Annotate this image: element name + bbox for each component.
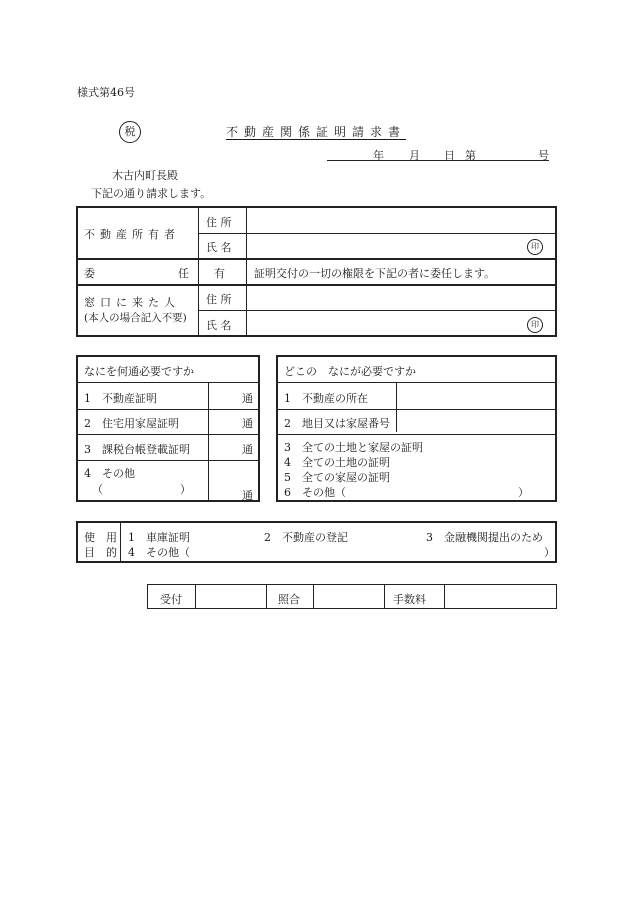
location-option[interactable]: 5 全ての家屋の証明 [284, 471, 390, 484]
purpose-label: 使 用 [84, 531, 117, 544]
delegate-yes-option[interactable]: 有 [214, 267, 225, 280]
seal-icon: 印 [527, 317, 543, 333]
page-title: 不動産関係証明請求書 [226, 125, 407, 139]
quantity-table [76, 355, 260, 502]
delegate-label-1: 委 [84, 267, 95, 280]
delegate-text: 証明交付の一切の権限を下記の者に委任します。 [254, 267, 496, 280]
purpose-close-paren: ） [544, 546, 555, 559]
quantity-header: なにを何通必要ですか [84, 365, 194, 378]
location-header: どこの なにが必要ですか [284, 365, 416, 378]
visitor-name-label: 氏 名 [206, 319, 232, 332]
fee-label: 手数料 [393, 593, 426, 606]
location-item: 2 地目又は家屋番号 [284, 417, 390, 430]
owner-table [76, 206, 557, 337]
visitor-note: (本人の場合記入不要) [84, 312, 187, 324]
office-use-table [147, 584, 557, 609]
received-label: 受付 [160, 593, 182, 606]
location-option[interactable]: 6 その他（ [284, 486, 346, 499]
item-unit[interactable]: 通 [242, 443, 253, 456]
request-text: 下記の通り請求します。 [91, 187, 212, 200]
location-option[interactable]: 4 全ての土地の証明 [284, 456, 390, 469]
visitor-name-input[interactable] [250, 313, 520, 335]
number-prefix-label: 第 [465, 149, 476, 162]
visitor-address-label: 住 所 [206, 293, 232, 306]
item-label: 4 その他 [84, 467, 135, 480]
item-label: 3 課税台帳登載証明 [84, 443, 190, 456]
seal-icon: 印 [527, 239, 543, 255]
visitor-label: 窓口に来た人 [84, 296, 180, 309]
checked-label: 照合 [278, 593, 300, 606]
location-table [276, 355, 557, 502]
purpose-table [76, 521, 557, 563]
purpose-label: 目 的 [84, 546, 117, 559]
owner-name-input[interactable] [250, 235, 520, 257]
other-close-paren: ） [518, 486, 529, 499]
item-unit[interactable]: 通 [242, 489, 253, 502]
month-label: 月 [409, 149, 420, 162]
item-other-input[interactable]: （ ） [92, 483, 191, 496]
owner-label: 不動産所有者 [84, 228, 180, 241]
item-unit[interactable]: 通 [242, 392, 253, 405]
purpose-option[interactable]: 4 その他（ [128, 546, 190, 559]
item-label: 2 住宅用家屋証明 [84, 417, 179, 430]
owner-address-label: 住 所 [206, 216, 232, 229]
purpose-option[interactable]: 3 金融機関提出のため [426, 531, 543, 544]
addressee: 木古内町長殿 [112, 169, 178, 182]
lot-number-input[interactable] [402, 411, 552, 433]
item-unit[interactable]: 通 [242, 417, 253, 430]
tax-mark-icon: 税 [119, 121, 141, 143]
visitor-address-input[interactable] [250, 287, 550, 309]
delegate-label-2: 任 [178, 267, 189, 280]
location-item: 1 不動産の所在 [284, 392, 368, 405]
location-input[interactable] [402, 385, 552, 407]
number-suffix-label: 号 [538, 149, 549, 162]
owner-name-label: 氏 名 [206, 241, 232, 254]
item-label: 1 不動産証明 [84, 392, 157, 405]
date-field[interactable] [327, 147, 549, 161]
day-label: 日 [444, 149, 455, 162]
location-option[interactable]: 3 全ての土地と家屋の証明 [284, 441, 423, 454]
owner-address-input[interactable] [250, 210, 550, 232]
form-number: 様式第46号 [77, 86, 135, 99]
purpose-option[interactable]: 2 不動産の登記 [264, 531, 348, 544]
purpose-option[interactable]: 1 車庫証明 [128, 531, 190, 544]
year-label: 年 [373, 149, 384, 162]
